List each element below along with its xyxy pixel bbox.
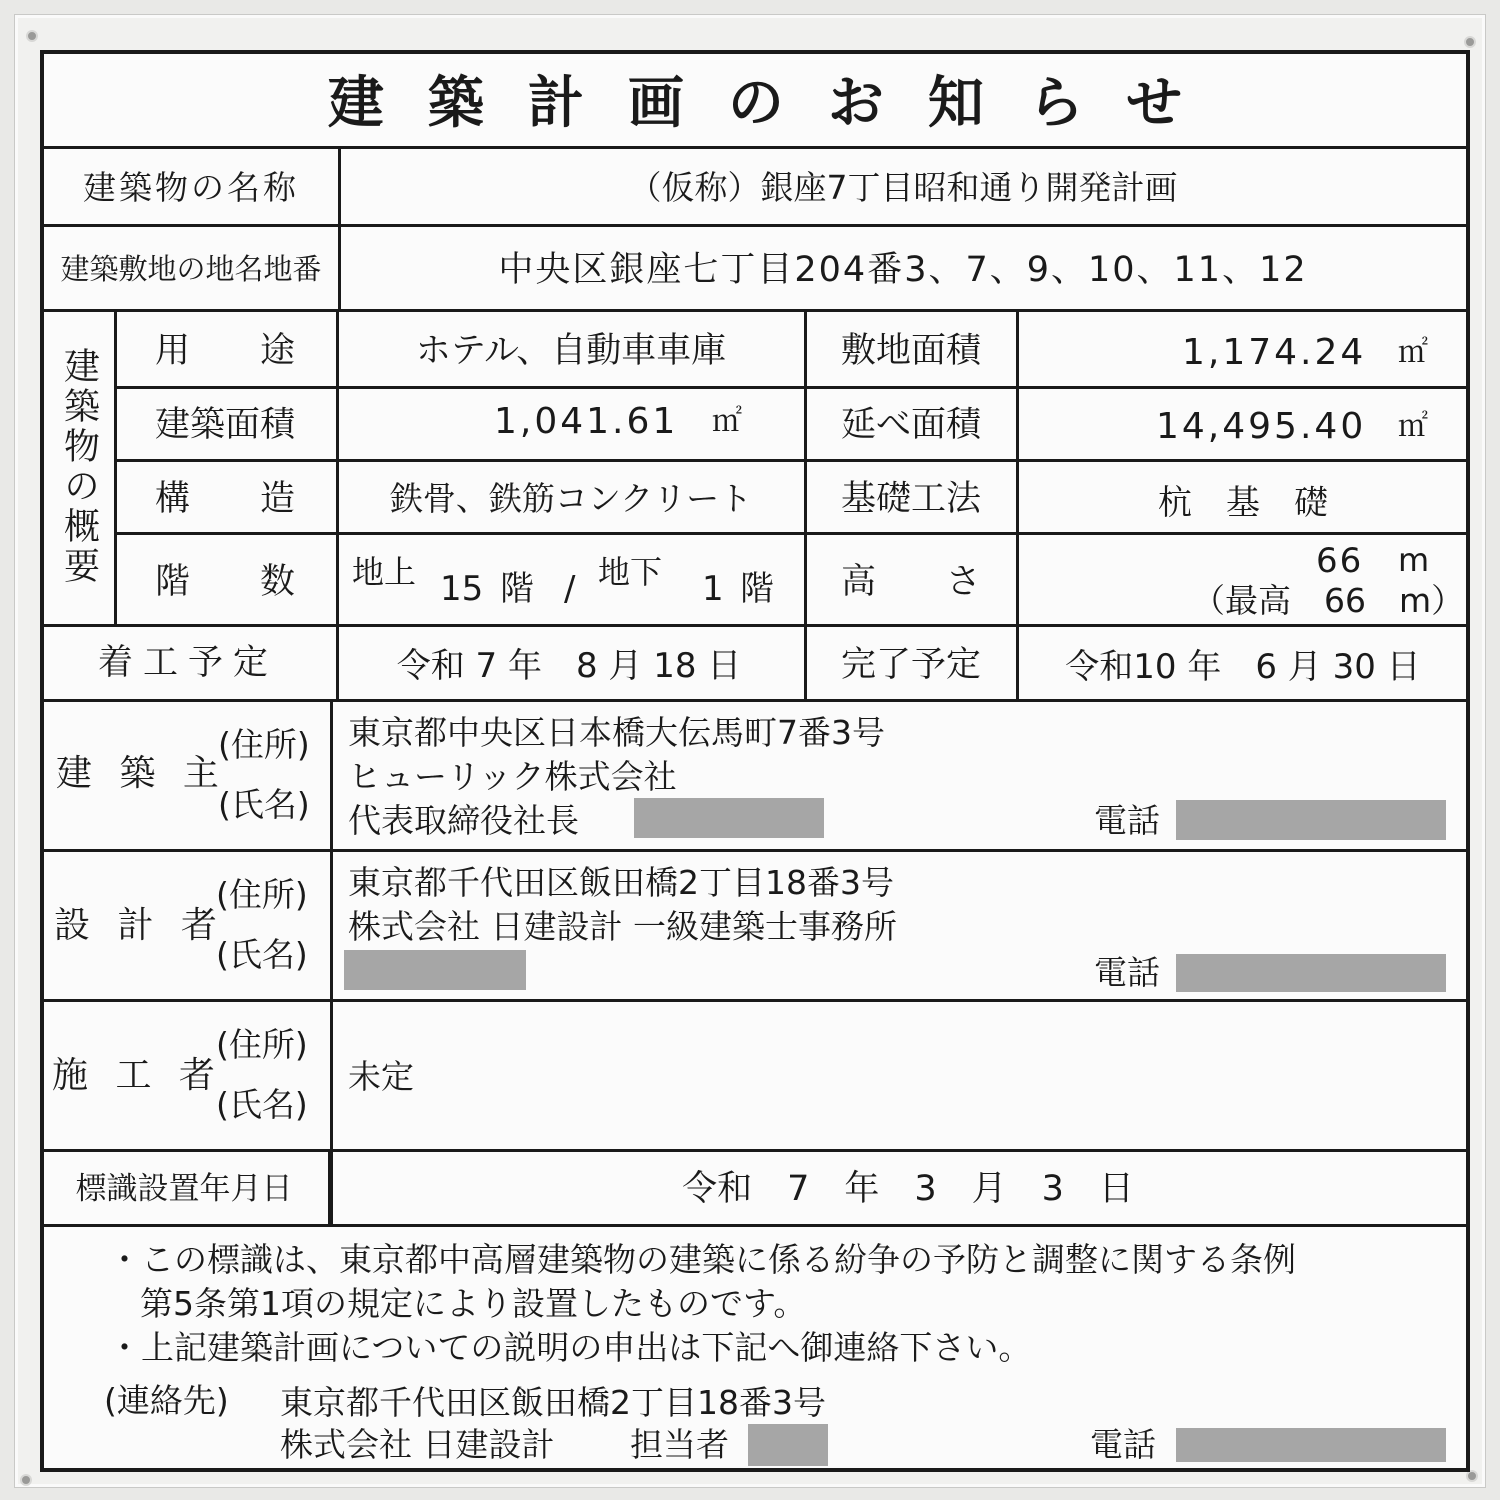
owner-company: ヒューリック株式会社 <box>348 757 677 796</box>
posted-value: 令和 7 年 3 月 3 日 <box>682 1169 1134 1209</box>
site-address-value: 中央区銀座七丁目204番3、7、9、10、11、12 <box>498 250 1308 290</box>
screw-icon <box>26 30 38 42</box>
owner-address: 東京都中央区日本橋大伝馬町7番3号 <box>348 713 885 752</box>
redaction-block <box>748 1424 828 1466</box>
height-value: 66 <box>1316 541 1364 581</box>
designer-label: 設 計 者 <box>54 905 225 946</box>
redaction-block <box>1176 954 1446 992</box>
contact-person-label: 担当者 <box>630 1425 729 1464</box>
site-address-label: 建築敷地の地名地番 <box>60 251 322 286</box>
designer-name-tag: (氏名) <box>216 935 308 974</box>
height-label: 高 さ <box>840 562 981 602</box>
building-area-label: 建築面積 <box>154 405 295 445</box>
structure-value: 鉄骨、鉄筋コンクリート <box>389 478 753 518</box>
use-value: ホテル、自動車車庫 <box>415 331 727 371</box>
site-area-label: 敷地面積 <box>840 331 981 371</box>
site-area-unit: ㎡ <box>1398 335 1428 370</box>
building-name-value: （仮称）銀座7丁目昭和通り開発計画 <box>628 167 1178 207</box>
floors-label: 階 数 <box>154 562 295 602</box>
contact-company: 株式会社 日建設計 <box>280 1425 555 1464</box>
designer-address: 東京都千代田区飯田橋2丁目18番3号 <box>348 863 894 902</box>
redaction-block <box>344 950 526 990</box>
floors-below-value: 1 <box>702 569 724 609</box>
floor-area-value: 14,495.40 <box>1156 406 1367 447</box>
constructor-address-tag: (住所) <box>216 1025 308 1064</box>
note-line-1: ・この標識は、東京都中高層建築物の建築に係る紛争の予防と調整に関する条例 <box>108 1240 1296 1279</box>
redaction-block <box>1176 1428 1446 1462</box>
height-unit: m <box>1398 541 1430 579</box>
floors-below-suffix: 階 <box>740 569 774 609</box>
owner-phone-label: 電話 <box>1094 801 1160 840</box>
site-area-value: 1,174.24 <box>1182 332 1367 373</box>
designer-company: 株式会社 日建設計 一級建築士事務所 <box>348 907 897 946</box>
owner-name-tag: (氏名) <box>218 785 310 824</box>
floors-below-prefix: 地下 <box>598 553 663 591</box>
floor-area-label: 延べ面積 <box>840 405 981 445</box>
floors-above-prefix: 地上 <box>352 553 417 591</box>
page-title: 建築計画のお知らせ <box>327 71 1227 136</box>
note-line-2: 第5条第1項の規定により設置したものです。 <box>140 1284 807 1323</box>
note-line-3: ・上記建築計画についての説明の申出は下記へ御連絡下さい。 <box>108 1328 1032 1367</box>
owner-title: 代表取締役社長 <box>348 801 579 840</box>
floors-separator: / <box>564 569 576 609</box>
structure-label: 構 造 <box>154 479 295 519</box>
floors-above-suffix: 階 <box>500 569 534 609</box>
redaction-block <box>634 798 824 838</box>
constructor-label: 施 工 者 <box>52 1055 223 1096</box>
contact-phone-label: 電話 <box>1090 1425 1156 1464</box>
use-label: 用 途 <box>154 331 295 371</box>
building-area-unit: ㎡ <box>712 404 742 439</box>
screw-icon <box>1464 36 1476 48</box>
rule <box>44 1224 1466 1227</box>
posted-label: 標識設置年月日 <box>75 1170 293 1207</box>
contact-label: (連絡先) <box>104 1381 229 1420</box>
rule <box>44 849 1466 852</box>
redaction-block <box>1176 800 1446 840</box>
designer-phone-label: 電話 <box>1094 953 1160 992</box>
owner-address-tag: (住所) <box>218 725 310 764</box>
screw-icon <box>20 1474 32 1486</box>
end-value: 令和10 年 6 月 30 日 <box>1065 646 1421 687</box>
designer-address-tag: (住所) <box>216 875 308 914</box>
owner-label: 建 築 主 <box>56 753 227 794</box>
foundation-label: 基礎工法 <box>840 479 981 519</box>
start-value: 令和 7 年 8 月 18 日 <box>396 645 742 686</box>
floor-area-unit: ㎡ <box>1398 409 1428 444</box>
height-max: （最高 66 m） <box>1192 581 1465 620</box>
constructor-value: 未定 <box>348 1057 414 1096</box>
rule <box>44 999 1466 1002</box>
overview-label: 建築物の概要 <box>58 347 100 587</box>
building-area-value: 1,041.61 <box>494 401 679 442</box>
contact-address: 東京都千代田区飯田橋2丁目18番3号 <box>280 1383 826 1422</box>
floors-above-value: 15 <box>440 569 484 609</box>
constructor-name-tag: (氏名) <box>216 1085 308 1124</box>
rule <box>330 699 333 1224</box>
start-label: 着工予定 <box>97 643 278 683</box>
end-label: 完了予定 <box>840 645 981 685</box>
building-name-label: 建築物の名称 <box>83 167 299 207</box>
foundation-value: 杭 基 礎 <box>1158 482 1328 523</box>
